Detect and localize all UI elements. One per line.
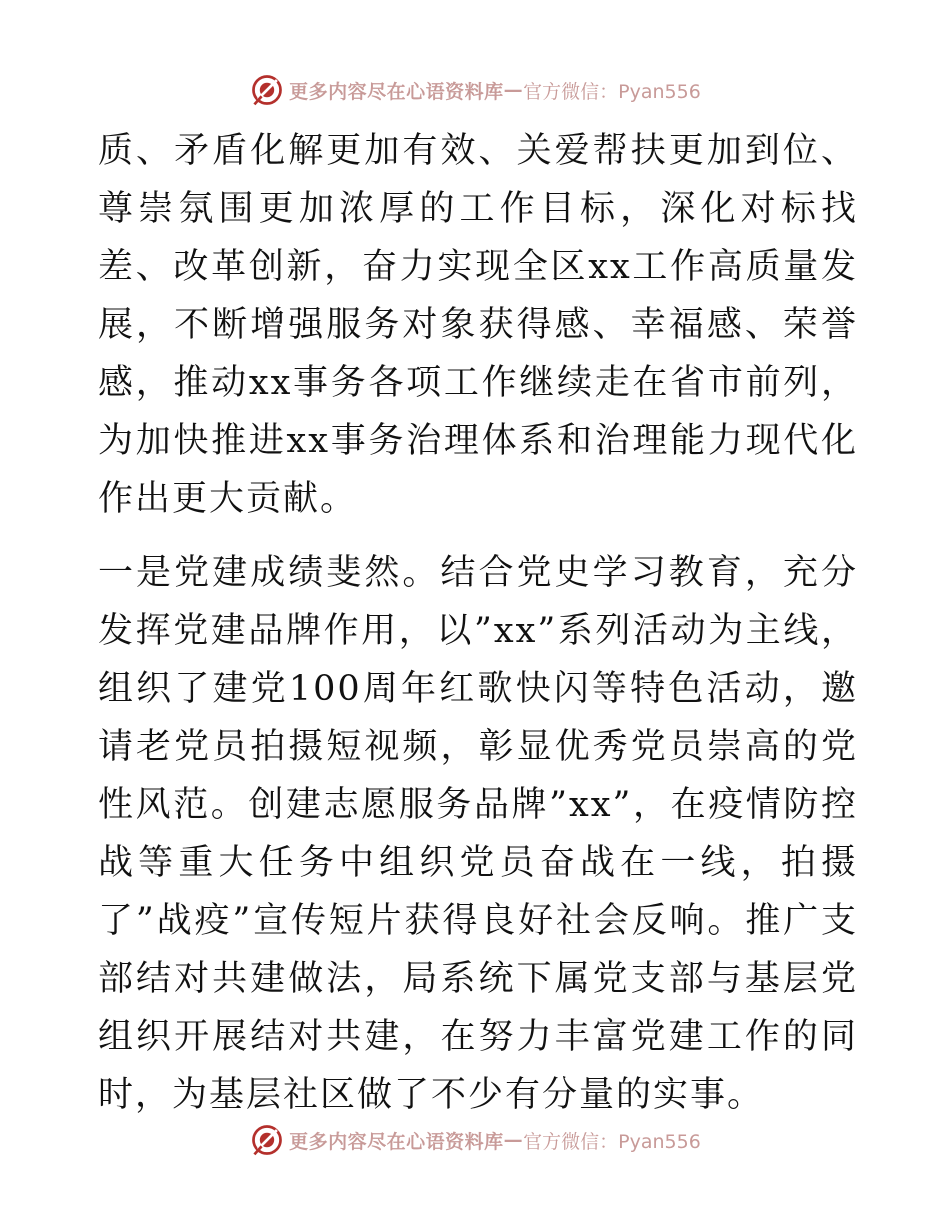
paragraph: 质、矛盾化解更加有效、关爱帮扶更加到位、尊崇氛围更加浓厚的工作目标，深化对标找差、改革创新，奋力实现全区xx工作高质量发展，不断增强服务对象获得感、幸福感、荣誉感，推动xx事务各项工作继续走在省市前列，为加快推进xx事务治理体系和治理能力现代化作出更大贡献。 xyxy=(98,131,858,519)
document-body xyxy=(98,122,858,1124)
footer-banner xyxy=(0,1120,950,1160)
banner-wechat: 官方微信：Pyan556 xyxy=(523,80,701,103)
red-seal-logo-icon xyxy=(249,72,285,108)
paragraph: 一是党建成绩斐然。结合党史学习教育，充分发挥党建品牌作用，以”xx”系列活动为主线，组织了建党100周年红歌快闪等特色活动，邀请老党员拍摄短视频，彰显优秀党员崇高的党性风范。创建志愿服务品牌”xx”，在疫情防控战等重大任务中组织党员奋战在一线，拍摄了”战疫”宣传短片获得良好社会反响。推广支部结对共建做法，局系统下属党支部与基层党组织开展结对共建，在努力丰富党建工作的同时，为基层社区做了不少有分量的实事。 xyxy=(98,553,858,1115)
banner-separator: — xyxy=(503,1129,524,1151)
banner-text: 更多内容尽在心语资料库 xyxy=(289,80,504,103)
red-seal-logo-icon xyxy=(249,1122,285,1158)
header-banner xyxy=(0,70,950,110)
banner-separator: — xyxy=(503,79,524,101)
banner-wechat: 官方微信：Pyan556 xyxy=(523,1130,701,1153)
banner-text: 更多内容尽在心语资料库 xyxy=(289,1130,504,1153)
